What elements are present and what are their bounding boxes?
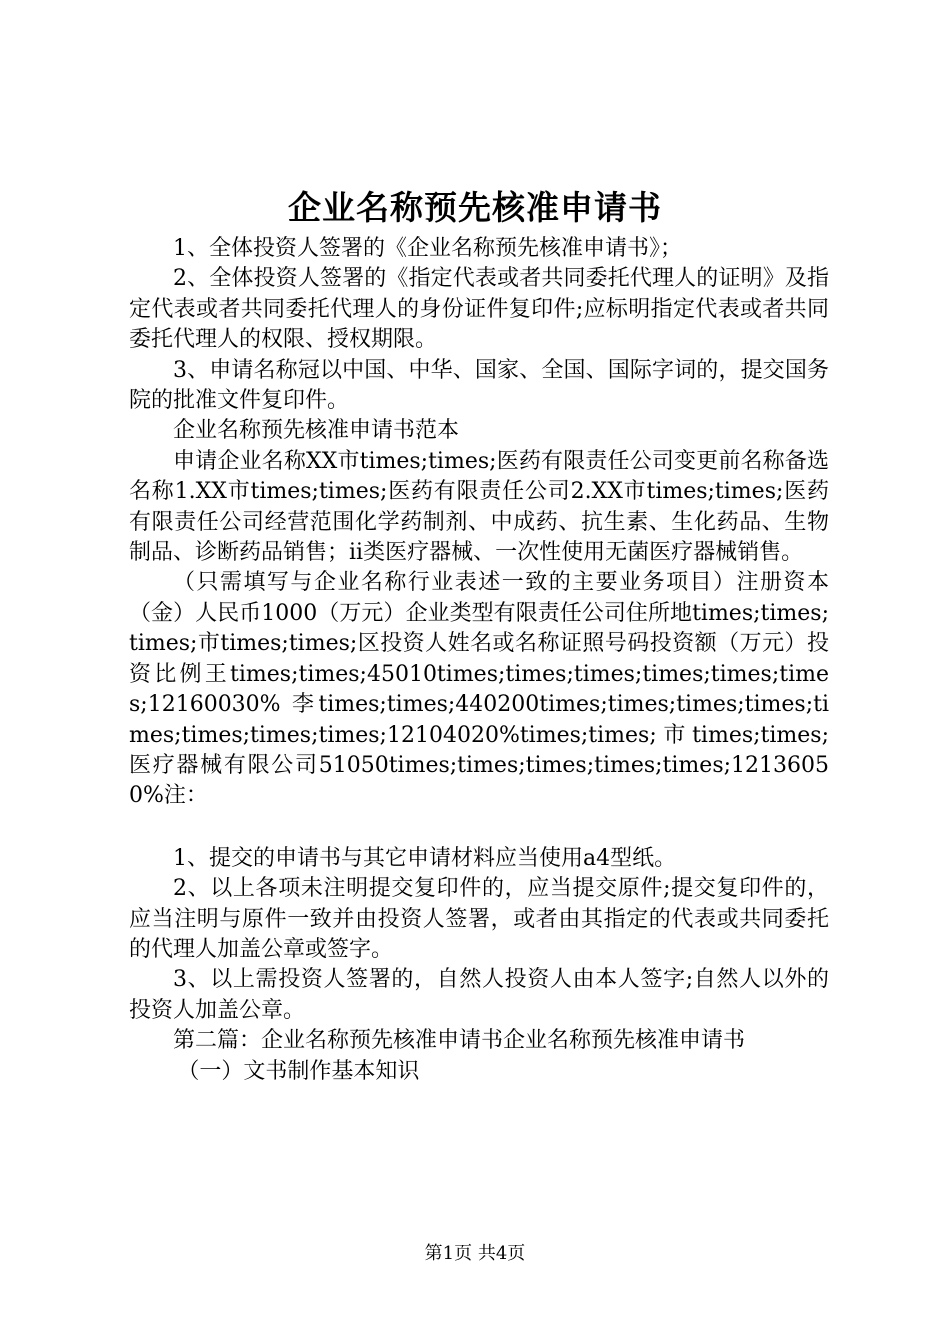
page-footer: 第1页 共4页 [424,1243,526,1264]
paragraph-3: 3、申请名称冠以中国、中华、国家、全国、国际字词的，提交国务院的批准文件复印件。 [129,357,829,414]
paragraph-10: 第二篇：企业名称预先核准申请书企业名称预先核准申请书 [173,1028,746,1054]
paragraph-4: 企业名称预先核准申请书范本 [173,418,460,444]
paragraph-7: 1、提交的申请书与其它申请材料应当使用a4型纸。 [173,845,677,871]
document-title: 企业名称预先核准申请书 [288,188,662,227]
paragraph-gap [129,812,829,844]
paragraph-11: （一）文书制作基本知识 [177,1058,420,1084]
paragraph-6: （只需填写与企业名称行业表述一致的主要业务项目）注册资本（金）人民币1000（万元）企业类型有限责任公司住所地times;times;times;市times;times;区投资人姓名或名称证照号码投资额（万元）投资比例王times;times;45010times;times;times;times;times;times;12160030% 李times;times;440200times;times;times;times;times;times;times;times;12104020%times;times;市times;times;医疗器械有限公司51050times;times;times;times;times;12136050%注： [129,570,829,809]
document-body [129,234,829,1087]
paragraph-2: 2、全体投资人签署的《指定代表或者共同委托代理人的证明》及指定代表或者共同委托代理人的身份证件复印件;应标明指定代表或者共同委托代理人的权限、授权期限。 [129,266,829,353]
paragraph-5: 申请企业名称XX市times;times;医药有限责任公司变更前名称备选名称1.XX市times;times;医药有限责任公司2.XX市times;times;医药有限责任公司经营范围化学药制剂、中成药、抗生素、生化药品、生物制品、诊断药品销售；ii类医疗器械、一次性使用无菌医疗器械销售。 [129,448,829,566]
paragraph-8: 2、以上各项未注明提交复印件的，应当提交原件;提交复印件的，应当注明与原件一致并由投资人签署，或者由其指定的代表或共同委托的代理人加盖公章或签字。 [129,876,829,962]
paragraph-1: 1、全体投资人签署的《企业名称预先核准申请书》； [173,236,682,261]
paragraph-9: 3、以上需投资人签署的，自然人投资人由本人签字;自然人以外的投资人加盖公章。 [129,967,829,1023]
